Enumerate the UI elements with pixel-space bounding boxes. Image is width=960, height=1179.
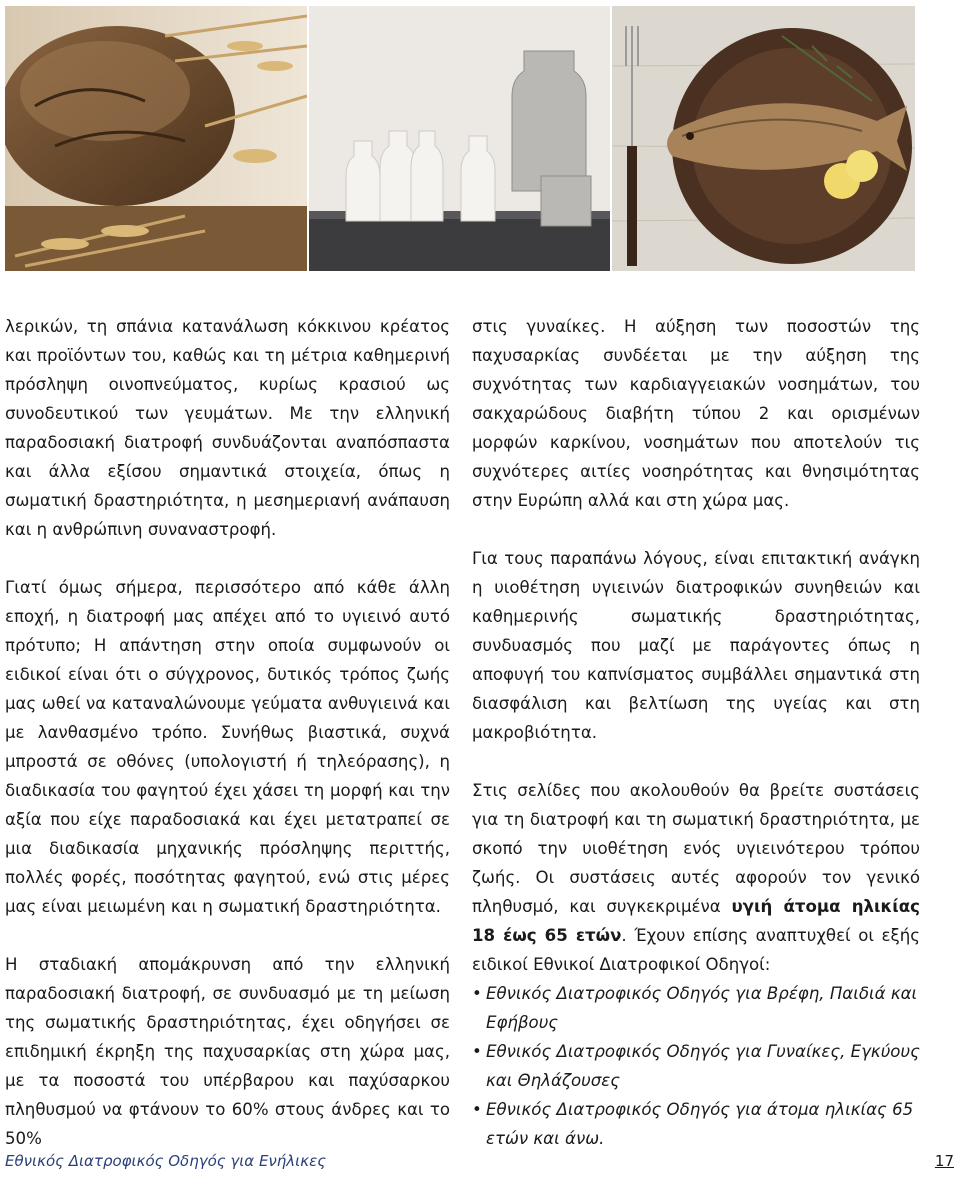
right-text-column — [472, 312, 920, 1153]
target-population-highlight: υγιή άτομα ηλικίας 18 έως 65 ετών — [472, 897, 920, 945]
page-number: 17 — [934, 1152, 954, 1170]
footer-title: Εθνικός Διατροφικός Οδηγός για Ενήλικες — [5, 1152, 327, 1170]
left-text-column — [5, 312, 450, 1153]
right-paragraph-3 — [472, 776, 920, 979]
right-paragraph-2: Για τους παραπάνω λόγους, είναι επιτακτική ανάγκη η υιοθέτηση υγιεινών διατροφικών συνηθειών και καθημερινής σωματικής δραστηριότητας, συνδυασμός που μαζί με παράγοντες όπως η αποφυγή του καπνίσματος συμβάλλει σημαντικά στη διασφάλιση και βελτίωση της υγείας και στη μακροβιότητα. — [472, 549, 920, 742]
milk-bottles-image — [309, 6, 610, 271]
left-paragraph-1: λερικών, τη σπάνια κατανάλωση κόκκινου κρέατος και προϊόντων του, καθώς και τη μέτρια καθημερινή πρόσληψη οινοπνεύματος, κυρίως κρασιού ως συνοδευτικού των γευμάτων. Με την ελληνική παραδοσιακή διατροφή συνδυάζονται αναπόσπαστα και άλλα εξίσου σημαντικά στοιχεία, όπως η σωματική δραστηριότητα, η μεσημεριανή ανάπαυση και η ανθρώπινη συναναστροφή. — [5, 317, 450, 539]
milk-bottles-photo — [309, 6, 610, 271]
guide-women-pregnant: • Εθνικός Διατροφικός Οδηγός για Γυναίκες, Εγκύους και Θηλάζουσες — [472, 1037, 920, 1095]
left-paragraph-3: Η σταδιακή απομάκρυνση από την ελληνική παραδοσιακή διατροφή, σε συνδυασμό με τη μείωση της σωματικής δραστηριότητας, έχει οδηγήσει σε επιδημική έκρηξη της παχυσαρκίας στη χώρα μας, με τα ποσοστά του υπέρβαρου και παχύσαρκου πληθυσμού να φτάνουν το 60% στους άνδρες και το 50% — [5, 955, 450, 1148]
recommendations-intro: Στις σελίδες που ακολουθούν θα βρείτε συστάσεις για τη διατροφή και τη σωματική δραστηριότητα, με σκοπό την υιοθέτηση ενός υγιεινότερου τρόπου ζωής. Οι συστάσεις αυτές αφορούν τον γενικό πληθυσμό, και συγκεκριμένα — [472, 781, 920, 916]
bread-wheat-photo — [5, 6, 307, 271]
left-paragraph-2: Γιατί όμως σήμερα, περισσότερο από κάθε άλλη εποχή, η διατροφή μας απέχει από το υγιεινό αυτό πρότυπο; Η απάντηση στην οποία συμφωνούν οι ειδικοί είναι ότι ο σύγχρονος, δυτικός τρόπος ζωής μας ωθεί να καταναλώνουμε γεύματα ανθυγιεινά και με λανθασμένο τρόπο. Συνήθως βιαστικά, συχνά μπροστά σε οθόνες (υπολογιστή ή τηλεόρασης), η διαδικασία του φαγητού έχει χάσει τη μορφή και την αξία που είχε παραδοσιακά και έχει μετατραπεί σε μια διαδικασία μηχανικής πρόσληψης περιττής, πολλές φορές, ποσότητας φαγητού, ενώ στις μέρες μας είναι μειωμένη και η σωματική δραστηριότητα. — [5, 578, 450, 916]
grilled-fish-photo — [612, 6, 915, 271]
special-guides-intro: . Έχουν επίσης αναπτυχθεί οι εξής ειδικοί Εθνικοί Διατροφικοί Οδηγοί: — [472, 926, 921, 974]
bread-wheat-image — [5, 6, 307, 271]
grilled-fish-image — [612, 6, 915, 271]
guide-infants-children: • Εθνικός Διατροφικός Οδηγός για Βρέφη, Παιδιά και Εφήβους — [472, 979, 920, 1037]
right-paragraph-1: στις γυναίκες. Η αύξηση των ποσοστών της παχυσαρκίας συνδέεται με την αύξηση της συχνότητας των καρδιαγγειακών νοσημάτων, του σακχαρώδους διαβήτη τύπου 2 και ορισμένων μορφών καρκίνου, νοσημάτων που αποτελούν τις συχνότερες αιτίες νοσηρότητας και θνησιμότητας στην Ευρώπη αλλά και στη χώρα μας. — [472, 317, 920, 510]
guide-elderly: • Εθνικός Διατροφικός Οδηγός για άτομα ηλικίας 65 ετών και άνω. — [472, 1095, 920, 1153]
special-guides-list — [472, 979, 920, 1153]
